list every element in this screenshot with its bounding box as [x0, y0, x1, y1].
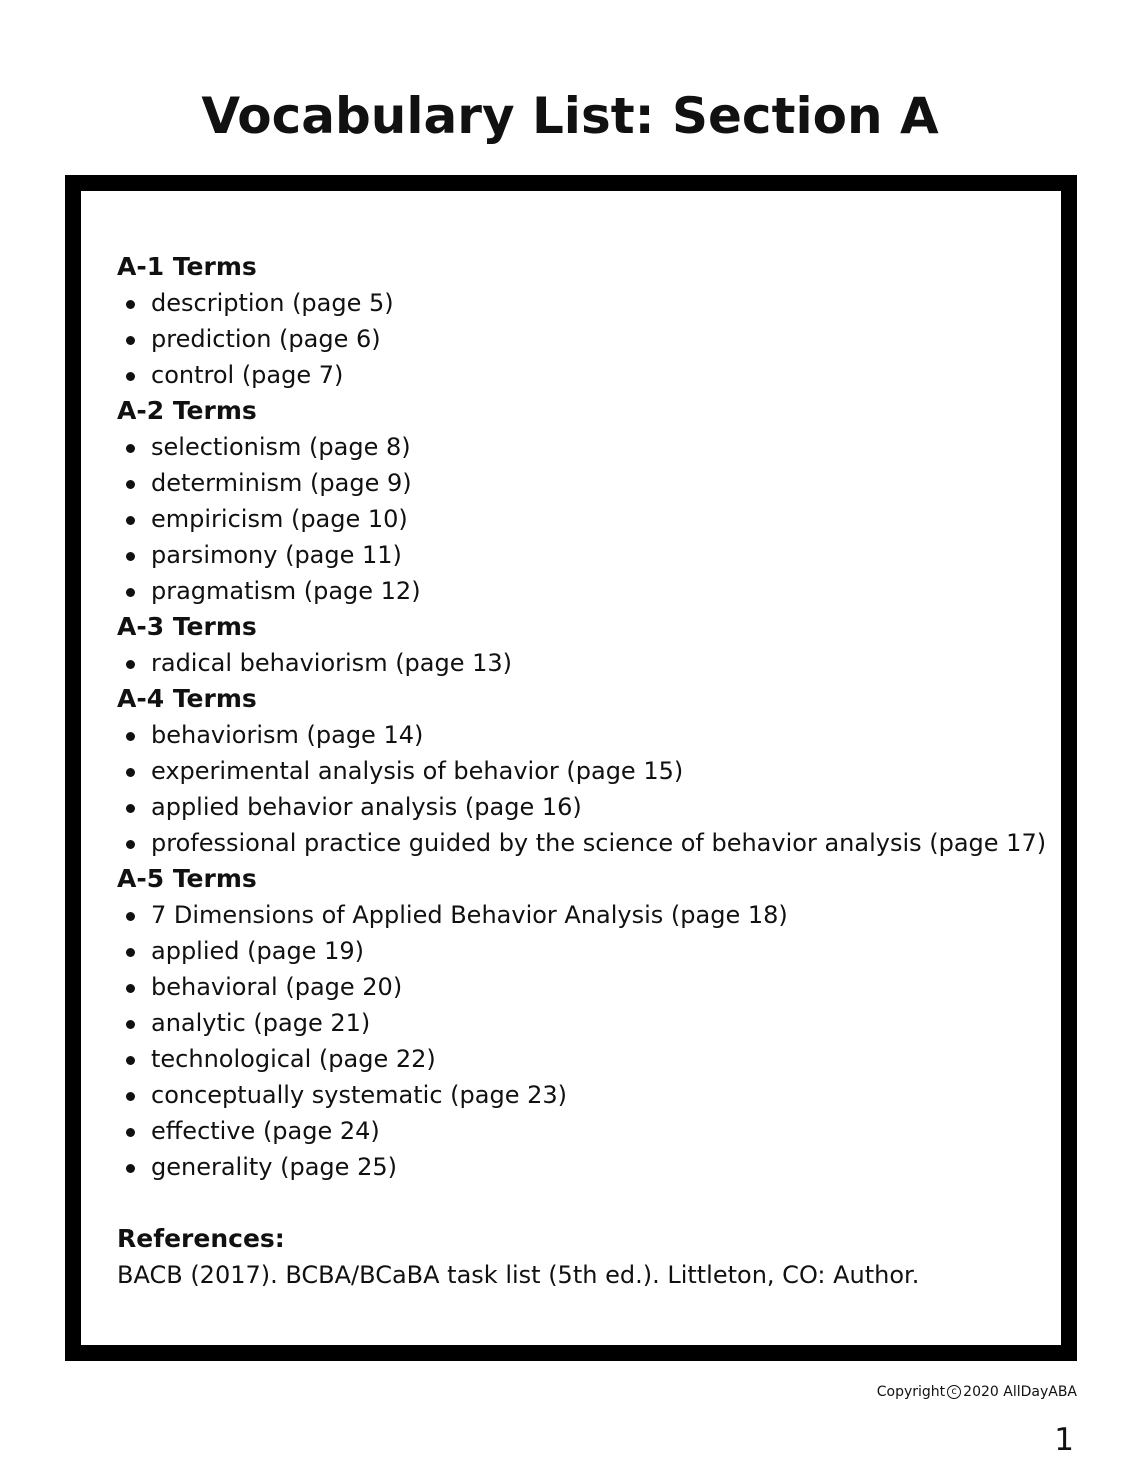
term-text: selectionism (page 8) [151, 433, 411, 461]
list-item [117, 969, 1067, 1005]
term-text: prediction (page 6) [151, 325, 381, 353]
term-list [117, 645, 1067, 681]
bullet-dot-icon [126, 552, 135, 561]
list-item [117, 897, 1067, 933]
content-area [117, 249, 1067, 1293]
term-text: experimental analysis of behavior (page 15) [151, 757, 684, 785]
list-item [117, 1041, 1067, 1077]
bullet-dot-icon [126, 1020, 135, 1029]
term-text: technological (page 22) [151, 1045, 436, 1073]
list-item [117, 429, 1067, 465]
list-item [117, 789, 1067, 825]
bullet-dot-icon [126, 336, 135, 345]
list-item [117, 1005, 1067, 1041]
list-item [117, 537, 1067, 573]
section-a3 [117, 609, 1067, 681]
list-item [117, 501, 1067, 537]
term-text: analytic (page 21) [151, 1009, 371, 1037]
bullet-dot-icon [126, 804, 135, 813]
term-text: determinism (page 9) [151, 469, 412, 497]
list-item [117, 285, 1067, 321]
section-a2 [117, 393, 1067, 609]
term-text: conceptually systematic (page 23) [151, 1081, 567, 1109]
page-title: Vocabulary List: Section A [201, 87, 939, 145]
term-text: applied behavior analysis (page 16) [151, 793, 582, 821]
bullet-dot-icon [126, 516, 135, 525]
section-a1 [117, 249, 1067, 393]
section-heading: A-2 Terms [117, 396, 257, 425]
bullet-dot-icon [126, 948, 135, 957]
list-item [117, 717, 1067, 753]
bullet-dot-icon [126, 1164, 135, 1173]
bullet-dot-icon [126, 912, 135, 921]
term-text: behavioral (page 20) [151, 973, 403, 1001]
bullet-dot-icon [126, 732, 135, 741]
section-heading: A-5 Terms [117, 864, 257, 893]
term-text: generality (page 25) [151, 1153, 397, 1181]
bullet-dot-icon [126, 1092, 135, 1101]
list-item [117, 321, 1067, 357]
term-text: applied (page 19) [151, 937, 364, 965]
bullet-dot-icon [126, 444, 135, 453]
page-number: 1 [1054, 1422, 1074, 1458]
bullet-dot-icon [126, 588, 135, 597]
list-item [117, 573, 1067, 609]
list-item [117, 465, 1067, 501]
section-heading: A-4 Terms [117, 684, 257, 713]
list-item [117, 357, 1067, 393]
bullet-dot-icon [126, 1128, 135, 1137]
list-item [117, 753, 1067, 789]
list-item [117, 1149, 1067, 1185]
list-item [117, 1077, 1067, 1113]
bullet-dot-icon [126, 300, 135, 309]
term-text: 7 Dimensions of Applied Behavior Analysis (page 18) [151, 901, 788, 929]
list-item [117, 825, 1067, 861]
list-item [117, 645, 1067, 681]
section-heading: A-3 Terms [117, 612, 257, 641]
term-text: parsimony (page 11) [151, 541, 402, 569]
term-text: empiricism (page 10) [151, 505, 408, 533]
term-list [117, 717, 1067, 861]
copyright-notice [877, 1382, 1077, 1402]
references-heading: References: [117, 1224, 285, 1253]
term-text: control (page 7) [151, 361, 344, 389]
copyright-prefix: Copyright [876, 1384, 946, 1400]
bullet-dot-icon [126, 372, 135, 381]
section-heading: A-1 Terms [117, 252, 257, 281]
list-item [117, 933, 1067, 969]
term-list [117, 285, 1067, 393]
copyright-suffix: 2020 AllDayABA [963, 1384, 1077, 1400]
term-text: effective (page 24) [151, 1117, 380, 1145]
reference-citation: BACB (2017). BCBA/BCaBA task list (5th ed.). Littleton, CO: Author. [117, 1261, 920, 1289]
bullet-dot-icon [126, 1056, 135, 1065]
term-text: description (page 5) [151, 289, 394, 317]
bullet-dot-icon [126, 480, 135, 489]
bullet-dot-icon [126, 768, 135, 777]
section-a4 [117, 681, 1067, 861]
references [117, 1221, 1067, 1293]
term-text: behaviorism (page 14) [151, 721, 424, 749]
list-item [117, 1113, 1067, 1149]
term-text: radical behaviorism (page 13) [151, 649, 513, 677]
term-list [117, 897, 1067, 1185]
term-text: professional practice guided by the science of behavior analysis (page 17) [151, 829, 1047, 857]
bullet-dot-icon [126, 984, 135, 993]
term-list [117, 429, 1067, 609]
section-a5 [117, 861, 1067, 1185]
bullet-dot-icon [126, 840, 135, 849]
copyright-icon: c [947, 1385, 961, 1399]
term-text: pragmatism (page 12) [151, 577, 421, 605]
bullet-dot-icon [126, 660, 135, 669]
content-frame [65, 175, 1077, 1361]
